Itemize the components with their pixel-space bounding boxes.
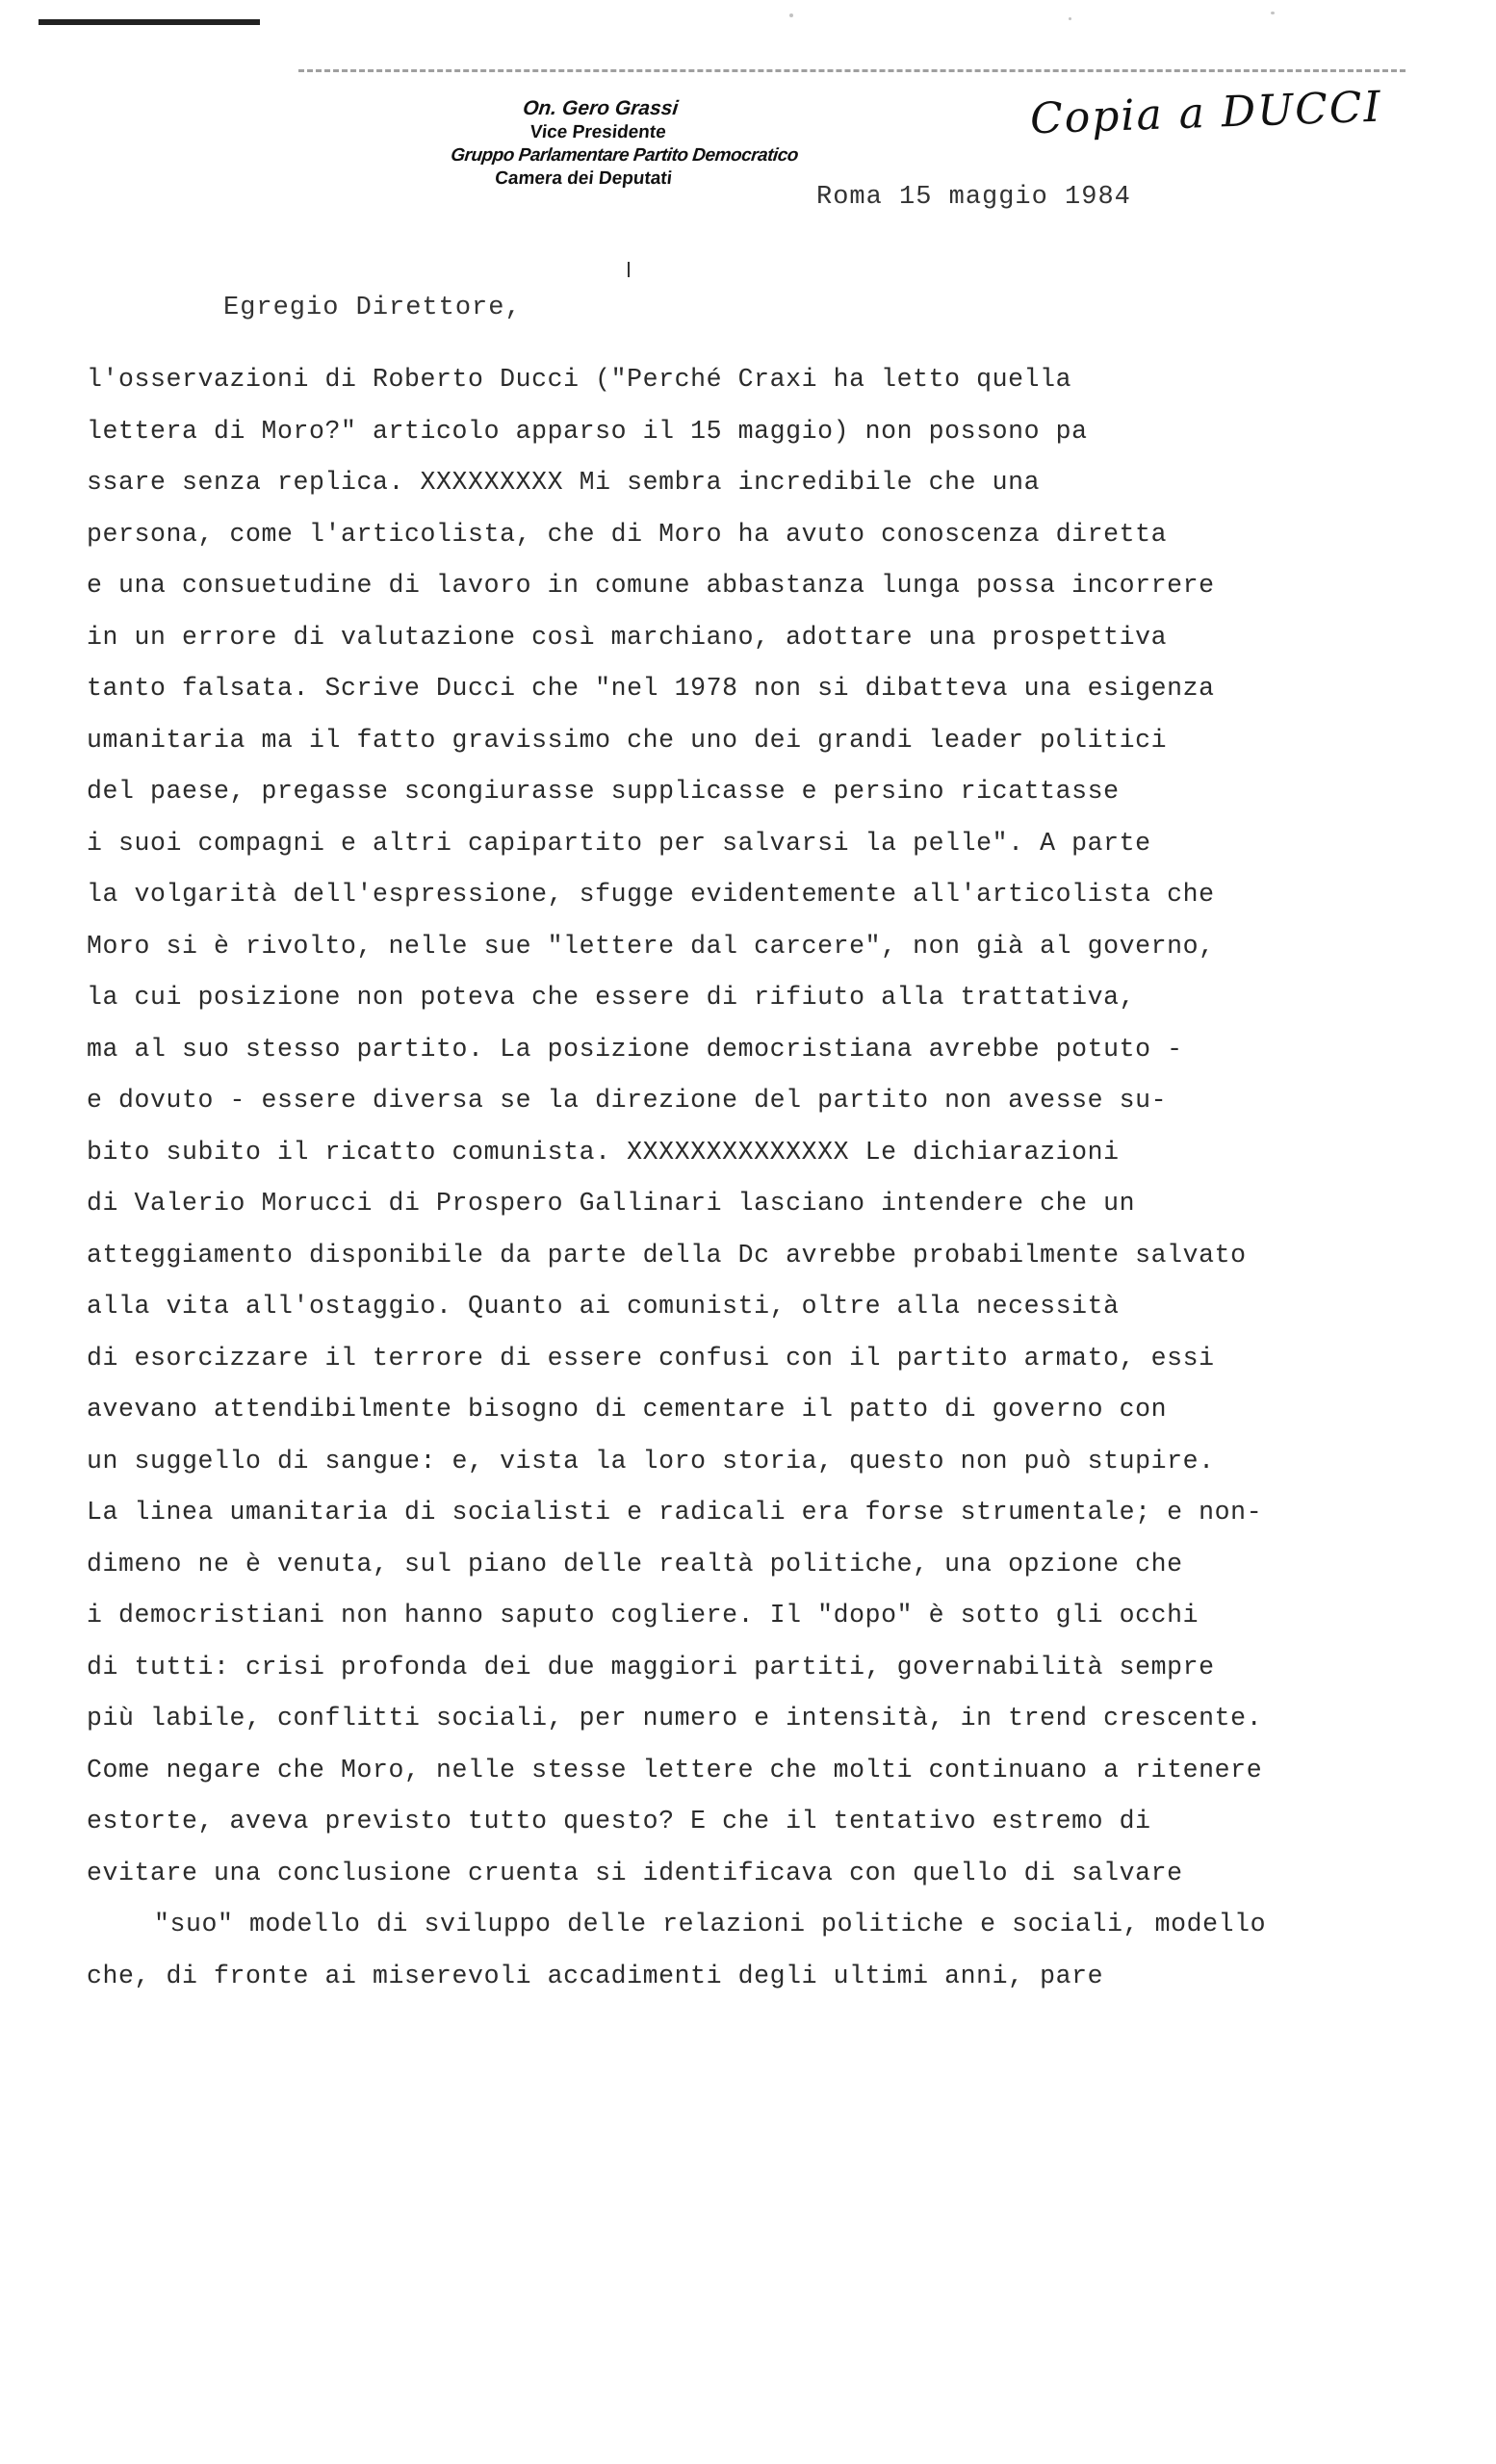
scan-dotted-line [298,69,1406,72]
body-line: avevano attendibilmente bisogno di cementare il patto di governo con [87,1395,1168,1424]
body-line: tanto falsata. Scrive Ducci che "nel 1978 non si dibatteva una esigenza [87,674,1215,703]
body-line: persona, come l'articolista, che di Moro ha avuto conoscenza diretta [87,519,1168,549]
body-line: in un errore di valutazione così marchiano, adottare una prospettiva [87,622,1168,652]
body-line: i suoi compagni e altri capipartito per salvarsi la pelle". A parte [87,828,1151,858]
scan-speck [789,13,793,17]
salutation: Egregio Direttore, [223,294,522,322]
handwritten-note: Copia a DUCCI [1029,82,1383,144]
body-line: La linea umanitaria di socialisti e radicali era forse strumentale; e non- [87,1498,1263,1527]
body-line: i democristiani non hanno saputo cogliere. Il "dopo" è sotto gli occhi [87,1601,1199,1630]
scan-mark [628,262,630,277]
scan-edge-bar [39,19,260,25]
letterhead-group: Gruppo Parlamentare Partito Democratico [450,145,800,166]
body-line: e dovuto - essere diversa se la direzione del partito non avesse su- [87,1086,1168,1115]
body-line: un suggello di sangue: e, vista la loro storia, questo non può stupire. [87,1446,1215,1476]
letterhead-name: On. Gero Grassi [522,97,680,119]
body-line: del paese, pregasse scongiurasse supplicasse e persino ricattasse [87,777,1120,806]
body-line: di esorcizzare il terrore di essere confusi con il partito armato, essi [87,1343,1215,1373]
body-line: ssare senza replica. XXXXXXXXX Mi sembra incredibile che una [87,468,1041,497]
letterhead-house: Camera dei Deputati [494,167,674,189]
scan-speck [1069,17,1071,20]
body-line: ma al suo stesso partito. La posizione democristiana avrebbe potuto - [87,1034,1183,1064]
body-line: di Valerio Morucci di Prospero Gallinari lasciano intendere che un [87,1189,1136,1218]
body-line: evitare una conclusione cruenta si identificava con quello di salvare [87,1858,1183,1887]
scan-speck [1271,12,1275,14]
body-line: atteggiamento disponibile da parte della Dc avrebbe probabilmente salvato [87,1240,1247,1270]
date-line: Roma 15 maggio 1984 [816,183,1131,212]
body-line: estorte, aveva previsto tutto questo? E che il tentativo estremo di [87,1807,1151,1835]
body-line: di tutti: crisi profonda dei due maggiori partiti, governabilità sempre [87,1652,1215,1681]
letterhead-stamp [400,96,852,191]
body-line: più labile, conflitti sociali, per numero e intensità, in trend crescente. [87,1704,1263,1732]
body-line: Come negare che Moro, nelle stesse lettere che molti continuano a ritenere [87,1755,1263,1784]
body-line: alla vita all'ostaggio. Quanto ai comunisti, oltre alla necessità [87,1292,1120,1321]
body-line: la volgarità dell'espressione, sfugge evidentemente all'articolista che [87,880,1215,909]
body-line: bito subito il ricatto comunista. XXXXXXXXXXXXXX Le dichiarazioni [87,1137,1120,1167]
body-line: Moro si è rivolto, nelle sue "lettere dal carcere", non già al governo, [87,931,1215,961]
blank-lower-area [0,2040,1496,2464]
body-line: lettera di Moro?" articolo apparso il 15 maggio) non possono pa [87,416,1088,446]
body-line: dimeno ne è venuta, sul piano delle realtà politiche, una opzione che [87,1549,1183,1578]
body-line: l'osservazioni di Roberto Ducci ("Perché Craxi ha letto quella [87,365,1072,394]
letter-body [87,354,1406,2002]
body-line: "suo" modello di sviluppo delle relazioni politiche e sociali, modello [154,1910,1267,1938]
body-line: umanitaria ma il fatto gravissimo che uno dei grandi leader politici [87,725,1168,755]
letterhead-role: Vice Presidente [529,122,667,143]
body-line: che, di fronte ai miserevoli accadimenti degli ultimi anni, pare [87,1961,1104,1990]
body-line: la cui posizione non poteva che essere di rifiuto alla trattativa, [87,983,1136,1012]
body-line: e una consuetudine di lavoro in comune abbastanza lunga possa incorrere [87,571,1215,600]
